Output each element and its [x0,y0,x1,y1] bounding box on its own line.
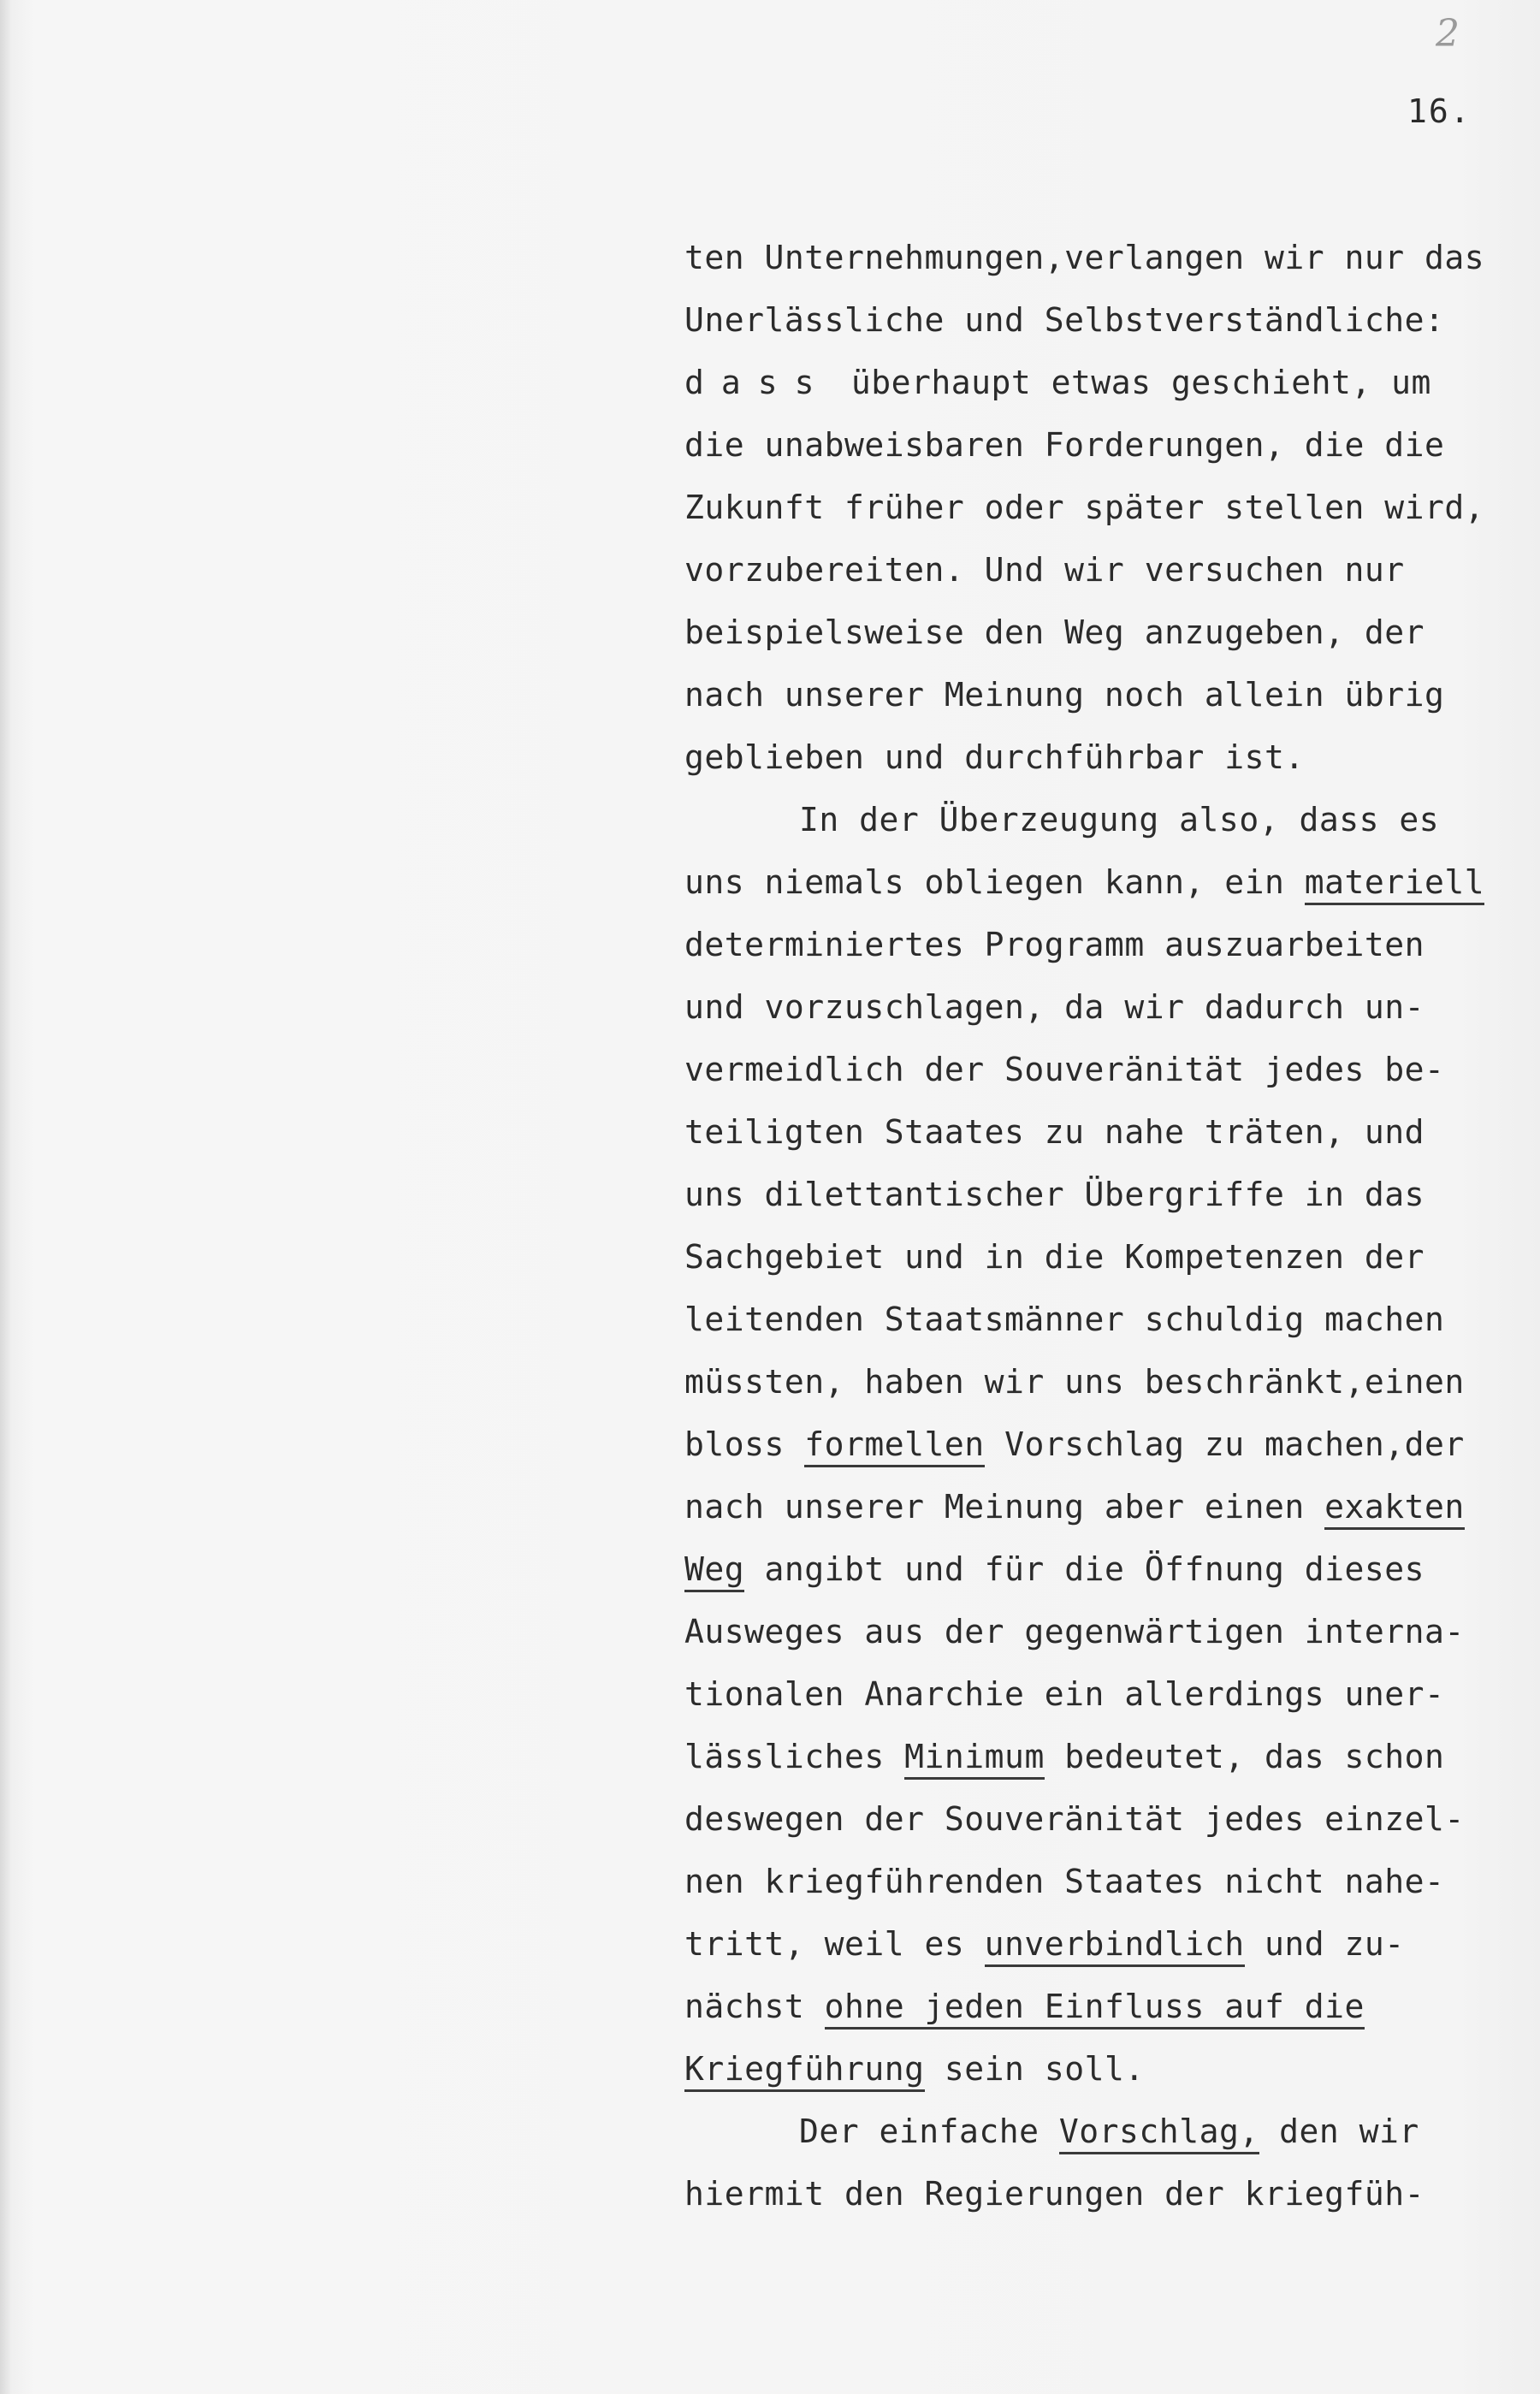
page-number: 16. [1407,92,1472,130]
text-line: dass überhaupt etwas geschieht, um [684,364,1431,401]
text-line: leitenden Staatsmänner schuldig machen [684,1301,1445,1338]
text-line: müssten, haben wir uns beschränkt,einen [684,1363,1465,1401]
text-line: nach unserer Meinung noch allein übrig [684,676,1445,714]
underlined-word: exakten [1324,1488,1465,1530]
text-line: lässliches Minimum bedeutet, das schon [684,1730,1531,1793]
text-line: vorzubereiten. Und wir versuchen nur [684,551,1405,589]
text-line: uns niemals obliegen kann, ein materiell [684,856,1531,918]
text-line: deswegen der Souveränität jedes einzel- [684,1800,1465,1838]
letter-spaced-emphasis: dass [684,364,832,401]
text-line: beispielsweise den Weg anzugeben, der [684,613,1424,651]
paragraph-start-line: In der Überzeugung also, dass es [799,801,1440,838]
page-edge-shadow [0,0,12,2394]
underlined-word: unverbindlich [985,1925,1245,1967]
text-line: nen kriegführenden Staates nicht nahe- [684,1863,1445,1900]
typed-text-block [684,231,1531,2230]
text-line: hiermit den Regierungen der kriegfüh- [684,2175,1424,2213]
text-line: teiligten Staates zu nahe träten, und [684,1113,1424,1151]
text-line: tritt, weil es unverbindlich und zu- [684,1917,1531,1980]
text-line: bloss formellen Vorschlag zu machen,der [684,1418,1531,1480]
underlined-word: formellen [804,1425,984,1467]
underlined-word: Kriegführung [684,2050,925,2092]
text-line: Weg angibt und für die Öffnung dieses [684,1543,1531,1605]
text-line: die unabweisbaren Forderungen, die die [684,426,1445,464]
pencil-folio-mark: 2 [1436,12,1460,56]
text-line: Ausweges aus der gegenwärtigen interna- [684,1613,1465,1650]
text-line: Kriegführung sein soll. [684,2042,1531,2105]
underlined-word: Weg [684,1550,744,1592]
text-line: geblieben und durchführbar ist. [684,738,1305,776]
underlined-word: Minimum [904,1738,1045,1780]
underlined-word: Vorschlag, [1059,2113,1259,2154]
text-line: tionalen Anarchie ein allerdings uner- [684,1675,1445,1713]
text-line: Zukunft früher oder später stellen wird, [684,489,1485,526]
text-line: Sachgebiet und in die Kompetenzen der [684,1238,1424,1276]
text-line: nach unserer Meinung aber einen exakten [684,1480,1531,1543]
text-line: determiniertes Programm auszuarbeiten [684,926,1424,963]
paragraph-start-line: Der einfache Vorschlag, den wir [684,2105,1531,2167]
text-line: Unerlässliche und Selbstverständliche: [684,301,1445,339]
text-line: uns dilettantischer Übergriffe in das [684,1176,1424,1213]
underlined-phrase: ohne jeden Einfluss auf die [825,1988,1365,2030]
text-line: vermeidlich der Souveränität jedes be- [684,1051,1445,1088]
text-line: und vorzuschlagen, da wir dadurch un- [684,988,1424,1026]
text-line: nächst ohne jeden Einfluss auf die [684,1980,1531,2042]
underlined-word: materiell [1305,863,1484,905]
text-line: ten Unternehmungen,verlangen wir nur das [684,239,1485,276]
